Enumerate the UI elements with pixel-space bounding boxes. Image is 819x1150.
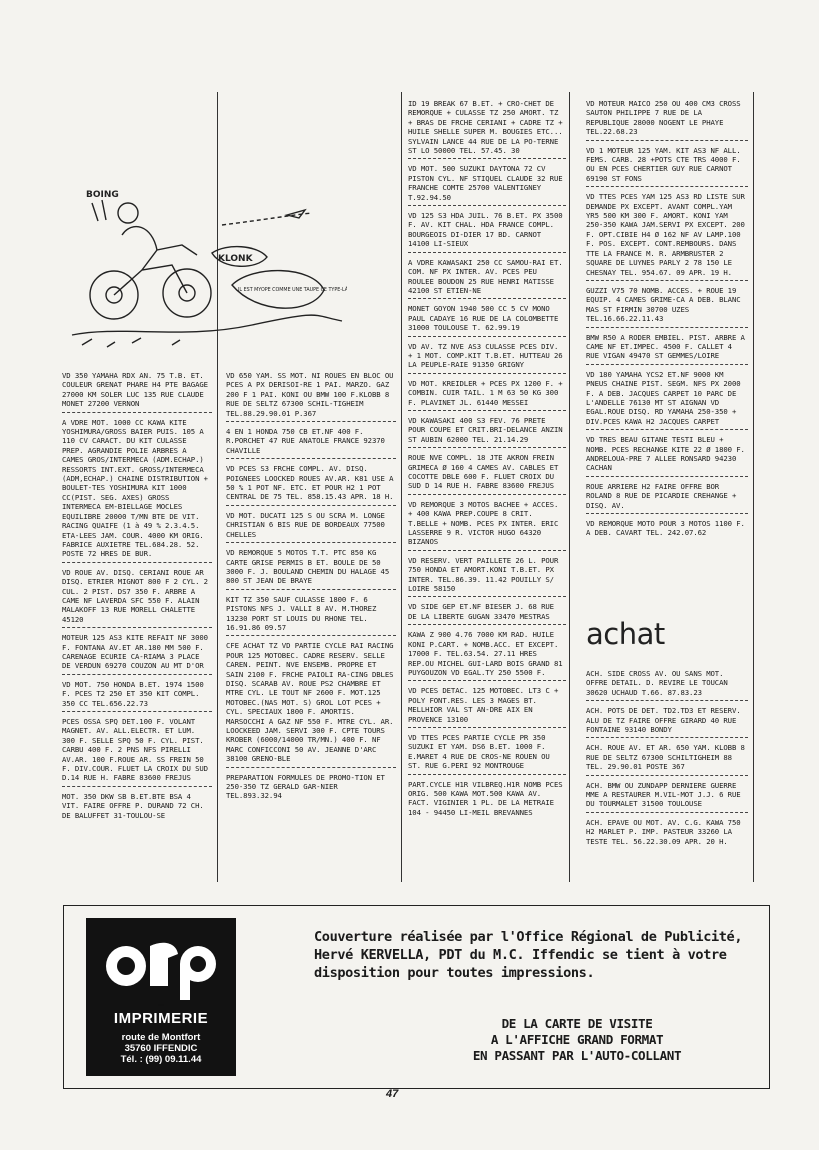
logo-letters: orp — [158, 1002, 164, 1007]
page-number: 47 — [386, 1088, 399, 1100]
classified-ad: VD RESERV. VERT PAILLETE 26 L. POUR 750 HONDA ET AMORT.KONI T.B.ET. PX INTER. TEL.86.39. 11.42 POUILLY S/ LOIRE 58150 — [408, 555, 566, 598]
classified-ad: VD KAWASAKI 400 S3 FEV. 76 PRETE POUR COUPE ET CRIT.BRI-DELANCE ANZIN ST AUBIN 62000 TEL. 21.14.29 — [408, 415, 566, 448]
classifieds-column-2 — [226, 370, 396, 878]
printer-advert — [63, 905, 770, 1089]
classified-ad: VD PCES S3 FRCHE COMPL. AV. DISQ. POIGNEES LOOCKED ROUES AV.AR. K81 USE A 50 % 1 POT NF. ETC. ET POUR H2 1 POT CENTRAL DE 75 TEL. 858.15.43 APR. 18 H. — [226, 463, 396, 506]
classified-ad: ROUE NVE COMPL. 18 JTE AKRON FREIN GRIMECA Ø 160 4 CAMES AV. CABLES ET COCOTTE DBLE 600 F. FLUET CROIX DU SUD D 14 RUE H. FABRE 83600 FREJUS — [408, 452, 566, 495]
classified-ad: VD PCES DETAC. 125 MOTOBEC. LT3 C + POLY FONT.RES. LES 3 MAGES BT. MELLHIOR VAL ST AN-DRE AIX EN PROVENCE 13100 — [408, 685, 566, 728]
classified-ad: VD REMORQUE 3 MOTOS BACHEE + ACCES. + 400 KAWA PREP.COUPE 8 CRIT. T.BELLE + NOMB. PCES PX INTER. ERIC LASSERRE 9 R. VICTOR HUGO 64320 BIZANOS — [408, 499, 566, 551]
column-rule — [569, 92, 570, 882]
classifieds-column-1 — [62, 370, 212, 870]
logo-address: route de Montfort — [121, 1032, 201, 1043]
classified-ad: VD TTES PCES YAM 125 AS3 RD LISTE SUR DEMANDE PX EXCEPT. AVANT COMPL.YAM YR5 500 KM 300 F. AMORT. KONI YAM 250-350 KAWA JAM.SERVI PX EXCEPT. 200 F. OPT.CIBIE H4 Ø 162 NF AV LAMP.100 F. POS. EXCEPT. CONT.REMBOURS. DANS TTE LA FRANCE M. R. ARMBRUSTER 2 SQUARE DE LUYNES PARLY 2 78 150 LE CHESNAY TEL. 954.67. 09 APR. 19 H. — [586, 191, 748, 281]
classified-ad: KIT TZ 350 SAUF CULASSE 1800 F. 6 PISTONS NFS J. VALLI 8 AV. M.THOREZ 13230 PORT ST LOUIS DU RHONE TEL. 16.91.86 09.57 — [226, 594, 396, 637]
logo-title: IMPRIMERIE — [113, 1010, 209, 1027]
logo-city: 35760 IFFENDIC — [124, 1043, 198, 1054]
classified-ad: MOTEUR 125 AS3 KITE REFAIT NF 3000 F. FONTANA AV.ET AR.180 MM 500 F. CARENAGE ECURIE CA-RIAMA 3 PLACE DE VERDUN 69270 COUZON AU MT D'OR — [62, 632, 212, 675]
classified-ad: ACH. EPAVE OU MOT. AV. C.G. KAWA 750 H2 MARLET P. IMP. PASTEUR 33260 LA TESTE TEL. 56.22.30.09 APR. 20 H. — [586, 817, 741, 846]
orp-logo-icon — [98, 924, 224, 1008]
classified-ad: VD MOT. 500 SUZUKI DAYTONA 72 CV PISTON CYL. NF STIQUEL CLAUDE 32 RUE FRANCHE COMTE 25700 VALENTIGNEY T.92.94.50 — [408, 163, 566, 206]
classified-ad: VD TRES BEAU GITANE TESTI BLEU + NOMB. PCES RECHANGE KITE 22 Ø 1800 F. ANDRELOUA-PRE 7 ALLEE RONSARD 94230 CACHAN — [586, 434, 748, 477]
classified-ad: VD AV. TZ NVE AS3 CULASSE PCES DIV. + 1 MOT. COMP.KIT T.B.ET. HUTTEAU 26 LA PEUPLE-RAIE 91350 GRIGNY — [408, 341, 566, 374]
classifieds-column-achat — [586, 668, 748, 880]
classified-ad: ACH. POTS DE DET. TD2.TD3 ET RESERV. ALU DE TZ FAIRE OFFRE GIRARD 40 RUE FONTAINE 93140 BONDY — [586, 705, 748, 738]
classifieds-column-4 — [586, 98, 748, 613]
cover-credit-text: Couverture réalisée par l'Office Régional de Publicité, Hervé KERVELLA, PDT du M.C. Iffendic se tient à votre disposition pour toutes impressions. — [314, 929, 743, 981]
classified-ad: VD MOT. KREIDLER + PCES PX 1200 F. + COMBIN. CUIR TAIL. 1 M 63 50 KG 300 F. PLAVINET JL. 61440 MESSEI — [408, 378, 566, 411]
classified-ad: ACH. BMW OU ZUNDAPP DERNIERE GUERRE MME A RESTAURER M.VIL-MOT J.J. 6 RUE DU TOURMALET 31500 TOULOUSE — [586, 780, 748, 813]
classified-ad: 4 EN 1 HONDA 750 CB ET.NF 400 F. R.PORCHET 47 RUE ANATOLE FRANCE 92370 CHAVILLE — [226, 426, 396, 459]
carte-slogan-text: DE LA CARTE DE VISITE A L'AFFICHE GRAND FORMAT EN PASSANT PAR L'AUTO-COLLANT — [472, 1016, 682, 1063]
classifieds-column-3 — [408, 98, 566, 878]
classified-ad: PCES OSSA SPQ DET.100 F. VOLANT MAGNET. AV. ALL.ELECTR. ET LUM. 300 F. SELLE SPQ 50 F. CYL. PIST. CARBU 400 F. 2 PNS NFS PIRELLI AV.AR. 100 F.ROUE AR. SS FREIN 50 F. DIV.COUR. FLUET LA CROIX DU SUD D.14 RUE H. FABRE 83600 FREJUS — [62, 716, 212, 787]
classified-ad: VD TTES PCES PARTIE CYCLE PR 350 SUZUKI ET YAM. DS6 B.ET. 1000 F. E.MARET 4 RUE DE CROS-NE ROUEN OU ST. RUE G.PERI 92 MONTROUGE — [408, 732, 566, 775]
motorcycle-cartoon — [62, 175, 347, 360]
classified-ad: VD 650 YAM. SS MOT. NI ROUES EN BLOC OU PCES A PX DERISOI-RE 1 PAI. MARZO. GAZ 200 F 1 PAI. KONI OU BMW 100 F.KLOBB 8 RUE DE SELTZ 67300 SCHIL-TIGHEIM TEL.88.29.90.01 P.367 — [226, 370, 396, 422]
classified-ad: A VDRE MOT. 1000 CC KAWA KITE YOSHIMURA/GROSS BAIER PUIS. 105 A 110 CV CARACT. DU KIT CULASSE PREP. AGRANDIE POLIE ARBRES A CAMES GROS/INTERMECA (ADM.ECHAP.) RESSORTS INT.EXT. GROSS/INTERMECA (ADM,ECHAP.) CHAINE DISTRIBUTION + BOULET-TES YOSHIMURA KIT 1000 CC(PIST. SEG. AXES) GROSS INTERMECA EM-BIELLAGE MOCLES EQUILIBRE 20000 T/MN BTE DE VIT. RACING QUAIFE (1 à 49 % 2.3.4.5. ETA-LEES JAM. COUR. 4000 KM ORIG. FABRICE AUXIETRE TEL.684.28. 52. POSTE 72 HRES DE BUR. — [62, 417, 212, 563]
logo-address-block — [86, 1032, 236, 1065]
classified-ad: VD REMORQUE MOTO POUR 3 MOTOS 1100 F. A DEB. CAVART TEL. 242.07.62 — [586, 519, 745, 538]
classified-ad: VD ROUE AV. DISQ. CERIANI ROUE AR DISQ. ETRIER MIGNOT 800 F 2 CYL. 2 CUL. 2 PIST. DS7 350 F. ARBRE A CAME NF LAVERDA SFC 550 F. ALAIN MALAKOFF 13 RUE MORELL CHALETTE 45120 — [62, 567, 212, 628]
printer-logo — [86, 918, 236, 1076]
classified-ad: VD 180 YAMAHA YCS2 ET.NF 9000 KM PNEUS CHAINE PIST. SEGM. NFS PX 2000 F. A DEB. JACQUES CARPET 10 PARC DE L'ANDELLE 76130 MT ST AIGNAN VD EGAL.ROUE DISQ. RD YAMAHA 250-350 + DIV.PCES KAWA H2 JACQUES CARPET — [586, 369, 748, 430]
boing-text: BOING — [86, 190, 119, 200]
speech-text: IL EST MYOPE COMME UNE TAUPE CE TYPE-LÀ — [238, 288, 347, 293]
classified-ad: VD MOT. DUCATI 125 S OU SCRA M. LONGE CHRISTIAN 6 BIS RUE DE BORDEAUX 77500 CHELLES — [226, 510, 396, 543]
classified-ad: VD MOTEUR MAICO 250 OU 400 CM3 CROSS SAUTON PHILIPPE 7 RUE DE LA REPUBLIQUE 28000 NOGENT LE PHAYE TEL.22.68.23 — [586, 98, 748, 141]
classified-ad: PREPARATION FORMULES DE PROMO-TION ET 250-350 TZ GERALD GAR-NIER TEL.893.32.94 — [226, 772, 385, 801]
column-rule — [401, 92, 402, 882]
classified-ad: GUZZI V75 70 NOMB. ACCES. + ROUE 19 EQUIP. 4 CAMES GRIME-CA A DEB. BLANC MAS ST FIRMIN 30700 UZES TEL.16.66.22.11.43 — [586, 285, 748, 328]
classified-ad: VD MOT. 750 HONDA B.ET. 1974 1500 F. PCES T2 250 ET 350 KIT COMPL. 350 CC TEL.656.22.73 — [62, 679, 212, 712]
classified-ad: BMW R50 A RODER EMBIEL. PIST. ARBRE A CAME NF ET.IMPEC. 4500 F. CALLET 4 RUE VIGAN 49470 ST GEMMES/LOIRE — [586, 332, 748, 365]
achat-heading: achat — [586, 617, 665, 651]
logo-phone: Tél. : (99) 09.11.44 — [120, 1054, 202, 1065]
column-rule — [753, 92, 754, 882]
classified-ad: ACH. SIDE CROSS AV. OU SANS MOT. OFFRE DETAIL. D. REVIRE LE TOUCAN 30620 UCHAUD T.66. 87.83.23 — [586, 668, 748, 701]
classified-ad: VD 125 S3 HDA JUIL. 76 B.ET. PX 3500 F. AV. KIT CHAL. HDA FRANCE COMPL. BOURGEOIS DI-DIER 17 BD. CARNOT 14100 LI-SIEUX — [408, 210, 566, 253]
classified-ad: VD SIDE GEP ET.NF BIESER J. 68 RUE DE LA LIBERTE GUGAN 33470 MESTRAS — [408, 601, 566, 625]
classified-ad: ROUE ARRIERE H2 FAIRE OFFRE BOR ROLAND 8 RUE DE PICARDIE CREHANGE + DISQ. AV. — [586, 481, 748, 514]
classified-ad: ACH. ROUE AV. ET AR. 650 YAM. KLOBB 8 RUE DE SELTZ 67300 SCHILTIGHEIM 88 TEL. 29.90.01 POSTE 367 — [586, 742, 748, 775]
classified-ad: ID 19 BREAK 67 B.ET. + CRO-CHET DE REMORQUE + CULASSE TZ 250 AMORT. TZ + BRAS DE FRCHE CERIANI + CADRE TZ + HUILE SHELLE SUPER M. BOUGIES ETC... SYLVAIN LANCE 44 RUE DE LA PO-TERNE ST LO 50000 TEL. 57.45. 30 — [408, 98, 566, 159]
klonk-text: KLONK — [218, 254, 253, 264]
classified-ad: MONET GOYON 1940 500 CC 5 CV MONO PAUL CADAYE 16 RUE DE LA COLOMBETTE 31000 TOULOUSE T. 62.99.19 — [408, 303, 566, 336]
classified-ad: MOT. 350 DKW SB B.ET.BTE BSA 4 VIT. FAIRE OFFRE P. DURAND 72 CH. DE BALUFFET 31-TOULOU-SE — [62, 791, 204, 820]
classified-ad: VD 1 MOTEUR 125 YAM. KIT AS3 NF ALL. FEMS. CARB. 28 +POTS CTE TRS 4000 F. OU EN PCES CHERTIER GUY RUE CARNOT 69190 ST FONS — [586, 145, 748, 188]
classified-ad: KAWA Z 900 4.76 7000 KM RAD. HUILE KONI P.CART. + NOMB.ACC. ET EXCEPT. 17000 F. TEL.63.54. 27.11 HRES REP.OU MICHEL GUI-LARD BOIS GRAND 81 PUYGOUZON VD EGAL.TY 250 5500 F. — [408, 629, 566, 681]
classified-ad: PART.CYCLE H1R VILBREQ.H1R NOMB PCES ORIG. 500 KAWA MOT.500 KAWA AV. FACT. VIGINIER 1 PL. DE LA METRAIE 104 - 94450 LI-MEIL BREVANNES — [408, 779, 563, 817]
classified-ad: VD REMORQUE 5 MOTOS T.T. PTC 850 KG CARTE GRISE PERMIS B ET. BOULE DE 50 3000 F. J. BOULAND CHEMIN DU HALAGE 45 800 ST JEAN DE BRAYE — [226, 547, 396, 590]
classified-ad: A VDRE KAWASAKI 250 CC SAMOU-RAI ET. COM. NF PX INTER. AV. PCES PEU ROULEE BOUDON 25 RUE HENRI MATISSE 42100 ST ETIEN-NE — [408, 257, 566, 300]
classified-ad: VD 350 YAMAHA RDX AN. 75 T.B. ET. COULEUR GRENAT PHARE H4 PTE BAGAGE 27000 KM SOLER LUC 135 RUE CLAUDE MONET 27200 VERNON — [62, 370, 212, 413]
classified-ad: CFE ACHAT TZ VD PARTIE CYCLE RAI RACING POUR 125 MOTOBEC. CADRE RESERV. SELLE CAREN. PEINT. NVE ENSEMB. PROPRE ET SAIN 2100 F. FRCHE PAIOLI RA-CING DBLES DISQ. SCARAB AV. ROUE PS2 CHAMBRE ET MTRE CYL. LE TOUT NF 2600 F. MOT.125 MOTOBEC.(NAS MOT. S) GROL LOT PCES + CYL. SPECIAUX 1800 F. AMORTIS. MARSOCCHI A GAZ NF 550 F. MTRE CYL. AR. LOOCKEED JAM. SERVI 300 F. CPTE TOURS KROBER (6000/14000 TR/MN.) 400 F. NF MARC CONFICCONI 50 AV. JEANNE D'ARC 38100 GRENO-BLE — [226, 640, 396, 767]
